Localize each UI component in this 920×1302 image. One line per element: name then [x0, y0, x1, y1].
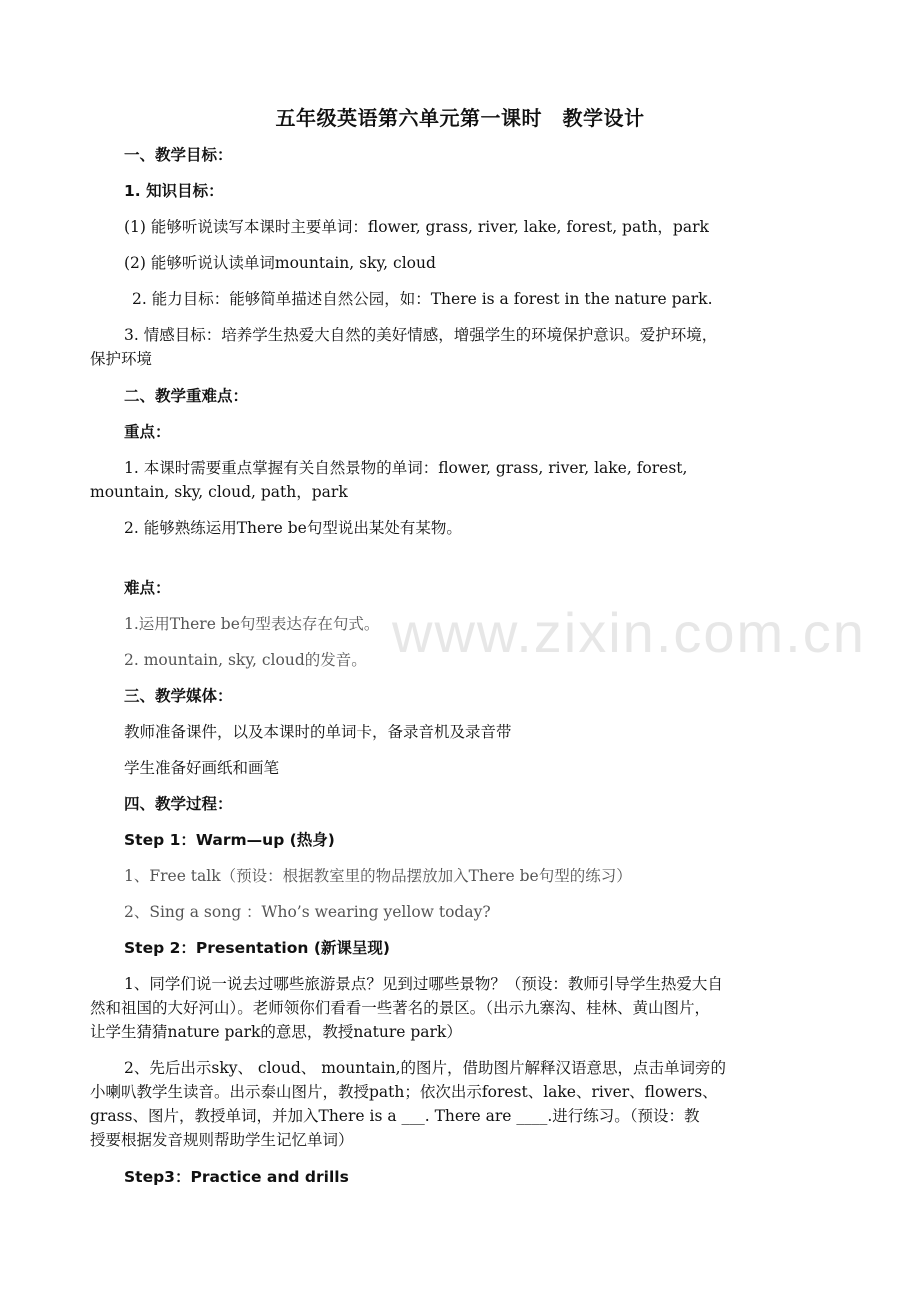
section-heading-key-points: 二、教学重难点：	[124, 387, 249, 405]
knowledge-goals-heading: 1. 知识目标：	[124, 182, 224, 200]
knowledge-goal-1: (1) 能够听说读写本课时主要单词：flower, grass, river, lake, forest, path，park	[124, 218, 709, 236]
step2-item1-line2: 然和祖国的大好河山）。老师领你们看看一些著名的景区。（出示九寨沟、桂林、黄山图片，	[90, 999, 711, 1017]
teacher-prep: 教师准备课件，以及本课时的单词卡，备录音机及录音带	[124, 723, 512, 741]
difficulty-2: 2. mountain, sky, cloud的发音。	[124, 651, 367, 669]
knowledge-goal-2: (2) 能够听说认读单词mountain, sky, cloud	[124, 254, 436, 272]
section-heading-media: 三、教学媒体：	[124, 687, 233, 705]
section-heading-goals: 一、教学目标：	[124, 146, 233, 164]
emotion-goal-line1: 3. 情感目标：培养学生热爱大自然的美好情感，增强学生的环境保护意识。爱护环境，	[124, 326, 718, 344]
step2-heading: Step 2：Presentation (新课呈现)	[124, 939, 390, 957]
student-prep: 学生准备好画纸和画笔	[124, 759, 280, 777]
difficulty-1: 1.运用There be句型表达存在句式。	[124, 615, 380, 633]
step2-item2-line2: 小喇叭教学生读音。出示泰山图片，教授path；依次出示forest、lake、river、flowers、	[90, 1083, 718, 1101]
step3-heading: Step3：Practice and drills	[124, 1168, 349, 1186]
key-point-2: 2. 能够熟练运用There be句型说出某处有某物。	[124, 519, 462, 537]
step2-item2-line3: grass、图片，教授单词，并加入There is a ___. There are ____.进行练习。（预设：教	[90, 1107, 700, 1125]
page-title: 五年级英语第六单元第一课时 教学设计	[275, 106, 645, 130]
step1-heading: Step 1：Warm—up (热身)	[124, 831, 335, 849]
step2-item1-line3: 让学生猜猜nature park的意思，教授nature park）	[90, 1023, 462, 1041]
key-points-label: 重点：	[124, 423, 171, 441]
emotion-goal-line2: 保护环境	[90, 350, 153, 368]
difficulties-label: 难点：	[124, 579, 171, 597]
step1-item1: 1、Free talk（预设：根据教室里的物品摆放加入There be句型的练习）	[124, 867, 632, 885]
section-heading-process: 四、教学过程：	[124, 795, 233, 813]
step1-item2: 2、Sing a song ：Who’s wearing yellow today?	[124, 903, 491, 921]
step2-item2-line4: 授要根据发音规则帮助学生记忆单词）	[90, 1131, 354, 1149]
ability-goal: 2. 能力目标：能够简单描述自然公园，如：There is a forest in the nature park.	[132, 290, 713, 308]
step2-item2-line1: 2、先后出示sky、 cloud、 mountain,的图片，借助图片解释汉语意思，点击单词旁的	[124, 1059, 727, 1077]
key-point-1-line1: 1. 本课时需要重点掌握有关自然景物的单词：flower, grass, river, lake, forest,	[124, 459, 688, 477]
watermark: www.zixin.com.cn	[392, 601, 866, 664]
key-point-1-line2: mountain, sky, cloud, path，park	[90, 483, 348, 501]
step2-item1-line1: 1、同学们说一说去过哪些旅游景点？见到过哪些景物？（预设：教师引导学生热爱大自	[124, 975, 723, 993]
